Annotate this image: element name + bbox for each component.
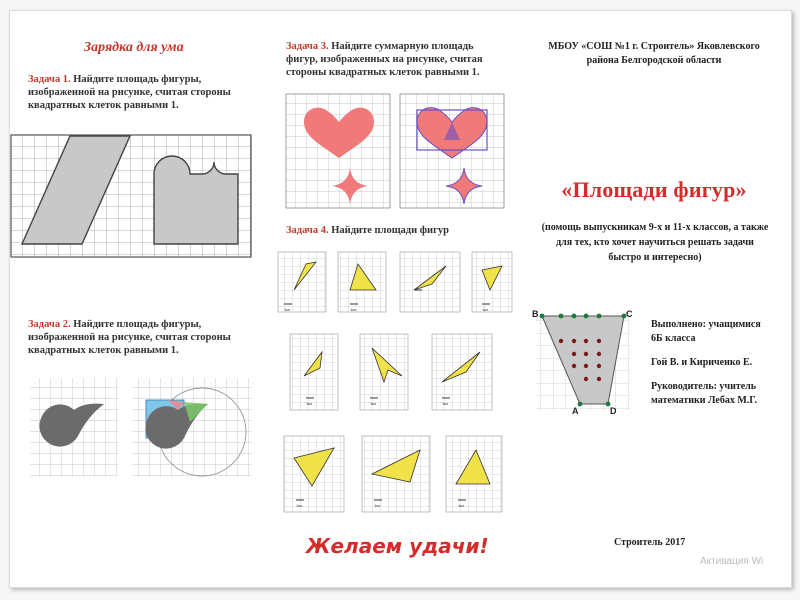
grid-4-7 [432,334,492,410]
task3-text [286,40,502,79]
task1-label: Задача 1. [28,74,71,85]
svg-text:1кл: 1кл [306,401,313,406]
activation-watermark: Активация Wi [700,556,764,567]
credits-class: 6Б класса [651,333,696,344]
credits-leader-2: математики Лебах М.Г. [651,395,758,406]
task2-body: Найдите площадь фигуры, изображенной на рисунке, считая стороны квадратных клеток равными 1. [28,319,231,356]
grid-4-4 [472,252,512,312]
grid-4-5 [290,334,338,410]
vertex-d-label: D [610,406,617,416]
booklet-title: «Площади фигур» [561,177,747,202]
grid-4-6 [360,334,408,410]
grid-4-2 [338,252,386,312]
task1-body: Найдите площадь фигуры, изображенной на рисунке, считая стороны квадратных клеток равными 1. [28,74,231,111]
svg-text:1кл: 1кл [296,503,303,508]
vertex-b-label: B [532,309,539,319]
vertex-c-label: C [626,309,633,319]
credits-block [651,318,781,408]
svg-text:1кл: 1кл [482,307,489,312]
grid-4-3 [400,252,460,312]
school-name: МБОУ «СОШ №1 г. Строитель» Яковлевского района Белгородской области [548,41,760,66]
grid-4-8 [284,436,344,512]
task4-body: Найдите площади фигур [331,225,449,236]
grid-4-9 [362,436,430,512]
task4-text [286,224,502,237]
heading-brain-warmup: Зарядка для ума [84,40,184,55]
grid-4-1 [278,252,326,312]
wish-good-luck: Желаем удачи! [306,534,489,558]
trapezoid-figure [528,308,638,418]
city-year: Строитель 2017 [614,537,686,548]
task4-label: Задача 4. [286,225,329,236]
svg-text:1кл: 1кл [458,503,465,508]
grid-4-10 [446,436,502,512]
svg-text:1кл: 1кл [442,401,449,406]
task1-figure [10,134,252,258]
booklet-subtitle: (помощь выпускникам 9-х и 11-х классов, а также для тех, кто хочет научиться решать задачи быстро и интересно) [541,222,769,263]
task4-grids [276,250,530,520]
credits-leader-1: Руководитель: учитель [651,381,757,392]
task3-body: Найдите суммарную площадь фигур, изображенных на рисунке, считая стороны квадратных клеток равными 1. [286,41,483,78]
task2-text [28,318,248,357]
task1-text [28,73,248,112]
vertex-a-label: A [572,406,579,416]
task2-label: Задача 2. [28,319,71,330]
svg-text:1кл: 1кл [350,307,357,312]
task2-figures [28,376,256,480]
credits-students: Гой В. и Кириченко Е. [651,357,753,368]
svg-text:1кл: 1кл [284,307,291,312]
task3-label: Задача 3. [286,41,329,52]
task3-figures [284,92,506,210]
credits-done-by: Выполнено: учащимися [651,319,761,330]
svg-text:1кл: 1кл [370,401,377,406]
svg-text:1кл: 1кл [374,503,381,508]
